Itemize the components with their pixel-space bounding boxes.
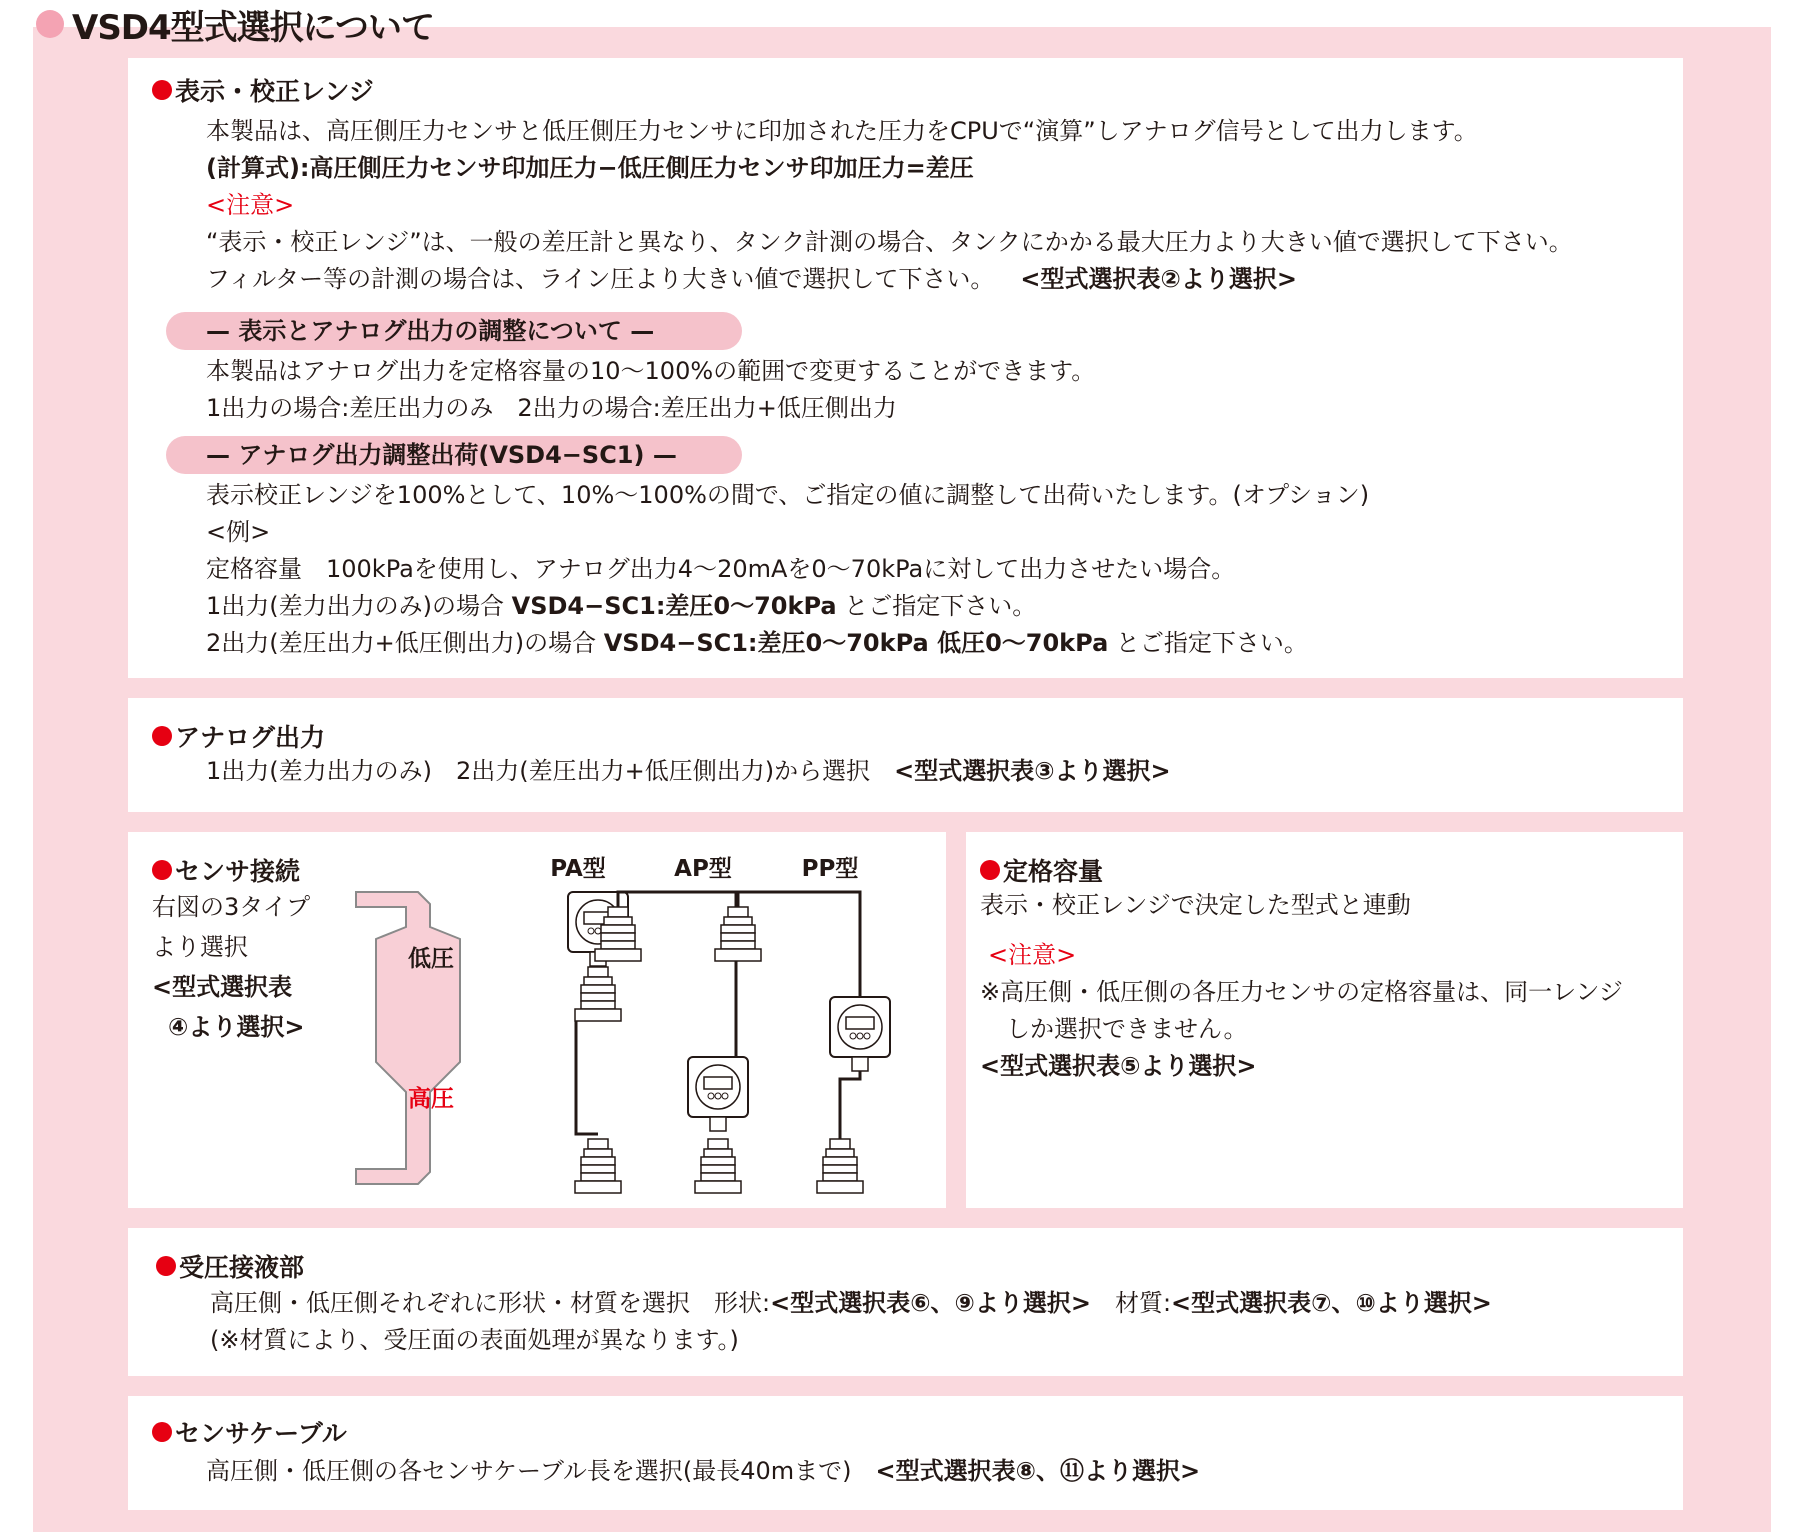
- rated-note-2: しか選択できません。: [1006, 1015, 1248, 1043]
- analog-heading: アナログ出力: [152, 718, 325, 754]
- rated-line-1: 表示・校正レンジで決定した型式と連動: [980, 891, 1411, 919]
- range-formula: (計算式):高圧側圧力センサ印加圧力−低圧側圧力センサ印加圧力=差圧: [206, 154, 974, 182]
- red-bullet-icon: [152, 726, 172, 746]
- example-label: <例>: [206, 518, 271, 546]
- red-bullet-icon: [980, 860, 1000, 880]
- analog-panel: [128, 698, 1683, 812]
- analog-ref: <型式選択表③より選択>: [894, 757, 1171, 785]
- sensor-ref-2: ④より選択>: [168, 1013, 305, 1041]
- sensor-ref-1: <型式選択表: [152, 973, 293, 1001]
- rated-note-label: <注意>: [988, 941, 1077, 969]
- sensor-panel: [128, 832, 946, 1208]
- pill-sc1-heading: — アナログ出力調整出荷(VSD4−SC1) —: [166, 436, 742, 474]
- range-heading: 表示・校正レンジ: [152, 72, 374, 108]
- wetted-material-ref: <型式選択表⑦、⑩より選択>: [1171, 1289, 1492, 1317]
- example-line-2: 1出力(差力出力のみ)の場合 VSD4−SC1:差圧0～70kPa とご指定下さい。: [206, 592, 1037, 620]
- rated-panel: [966, 832, 1683, 1208]
- rated-ref: <型式選択表⑤より選択>: [980, 1052, 1257, 1080]
- tank-low-label: 低圧: [408, 946, 454, 972]
- range-desc: 本製品は、高圧側圧力センサと低圧側圧力センサに印加された圧力をCPUで“演算”しアナログ信号として出力します。: [206, 117, 1478, 145]
- sensor-heading: センサ接続: [152, 852, 300, 888]
- wetted-panel: [128, 1228, 1683, 1376]
- rated-heading: 定格容量: [980, 852, 1103, 888]
- range-note-2: フィルター等の計測の場合は、ライン圧より大きい値で選択して下さい。 <型式選択表②より選択>: [206, 265, 1297, 293]
- type-pp-label: PP型: [801, 856, 859, 882]
- rated-note-1: ※高圧側・低圧側の各圧力センサの定格容量は、同一レンジ: [980, 978, 1623, 1006]
- analog-line: 1出力(差力出力のみ) 2出力(差圧出力+低圧側出力)から選択 <型式選択表③より選択>: [206, 757, 1171, 785]
- wetted-line-2: (※材質により、受圧面の表面処理が異なります。): [210, 1326, 739, 1354]
- range-note-1: “表示・校正レンジ”は、一般の差圧計と異なり、タンク計測の場合、タンクにかかる最大圧力より大きい値で選択して下さい。: [206, 228, 1573, 256]
- sc1-line: 表示校正レンジを100%として、10%～100%の間で、ご指定の値に調整して出荷いたします。(オプション): [206, 481, 1370, 509]
- cable-ref: <型式選択表⑧、⑪より選択>: [875, 1457, 1201, 1485]
- pill-adjust-heading: — 表示とアナログ出力の調整について —: [166, 312, 742, 350]
- header-bullet-icon: [36, 10, 64, 38]
- adjust-line-2: 1出力の場合:差圧出力のみ 2出力の場合:差圧出力+低圧側出力: [206, 394, 897, 422]
- page-title: VSD4型式選択について: [72, 7, 435, 48]
- cable-line: 高圧側・低圧側の各センサケーブル長を選択(最長40mまで) <型式選択表⑧、⑪より選択>: [206, 1457, 1201, 1485]
- cable-heading: センサケーブル: [152, 1414, 347, 1450]
- tank-high-label: 高圧: [408, 1086, 454, 1112]
- sensor-line-1: 右図の3タイプ: [152, 893, 311, 921]
- page-header: [36, 2, 434, 46]
- type-ap-label: AP型: [674, 856, 732, 882]
- red-bullet-icon: [152, 80, 172, 100]
- red-bullet-icon: [152, 1422, 172, 1442]
- wetted-shape-ref: <型式選択表⑥、⑨より選択>: [770, 1289, 1091, 1317]
- example-line-1: 定格容量 100kPaを使用し、アナログ出力4～20mAを0～70kPaに対して出力させたい場合。: [206, 555, 1236, 583]
- connection-types-diagram: [518, 887, 938, 1207]
- example-line-3: 2出力(差圧出力+低圧側出力)の場合 VSD4−SC1:差圧0～70kPa 低圧0～70kPa とご指定下さい。: [206, 629, 1308, 657]
- type-pa-label: PA型: [550, 856, 606, 882]
- adjust-line-1: 本製品はアナログ出力を定格容量の10～100%の範囲で変更することができます。: [206, 357, 1096, 385]
- range-note-label: <注意>: [206, 191, 295, 219]
- range-panel: [128, 58, 1683, 678]
- range-ref: <型式選択表②より選択>: [1020, 265, 1297, 293]
- red-bullet-icon: [152, 860, 172, 880]
- sensor-line-2: より選択: [152, 933, 248, 961]
- wetted-heading: 受圧接液部: [156, 1248, 304, 1284]
- cable-panel: [128, 1396, 1683, 1510]
- tank-diagram: [348, 887, 528, 1187]
- red-bullet-icon: [156, 1256, 176, 1276]
- wetted-line-1: 高圧側・低圧側それぞれに形状・材質を選択 形状:<型式選択表⑥、⑨より選択> 材質:<型式選択表⑦、⑩より選択>: [210, 1289, 1492, 1317]
